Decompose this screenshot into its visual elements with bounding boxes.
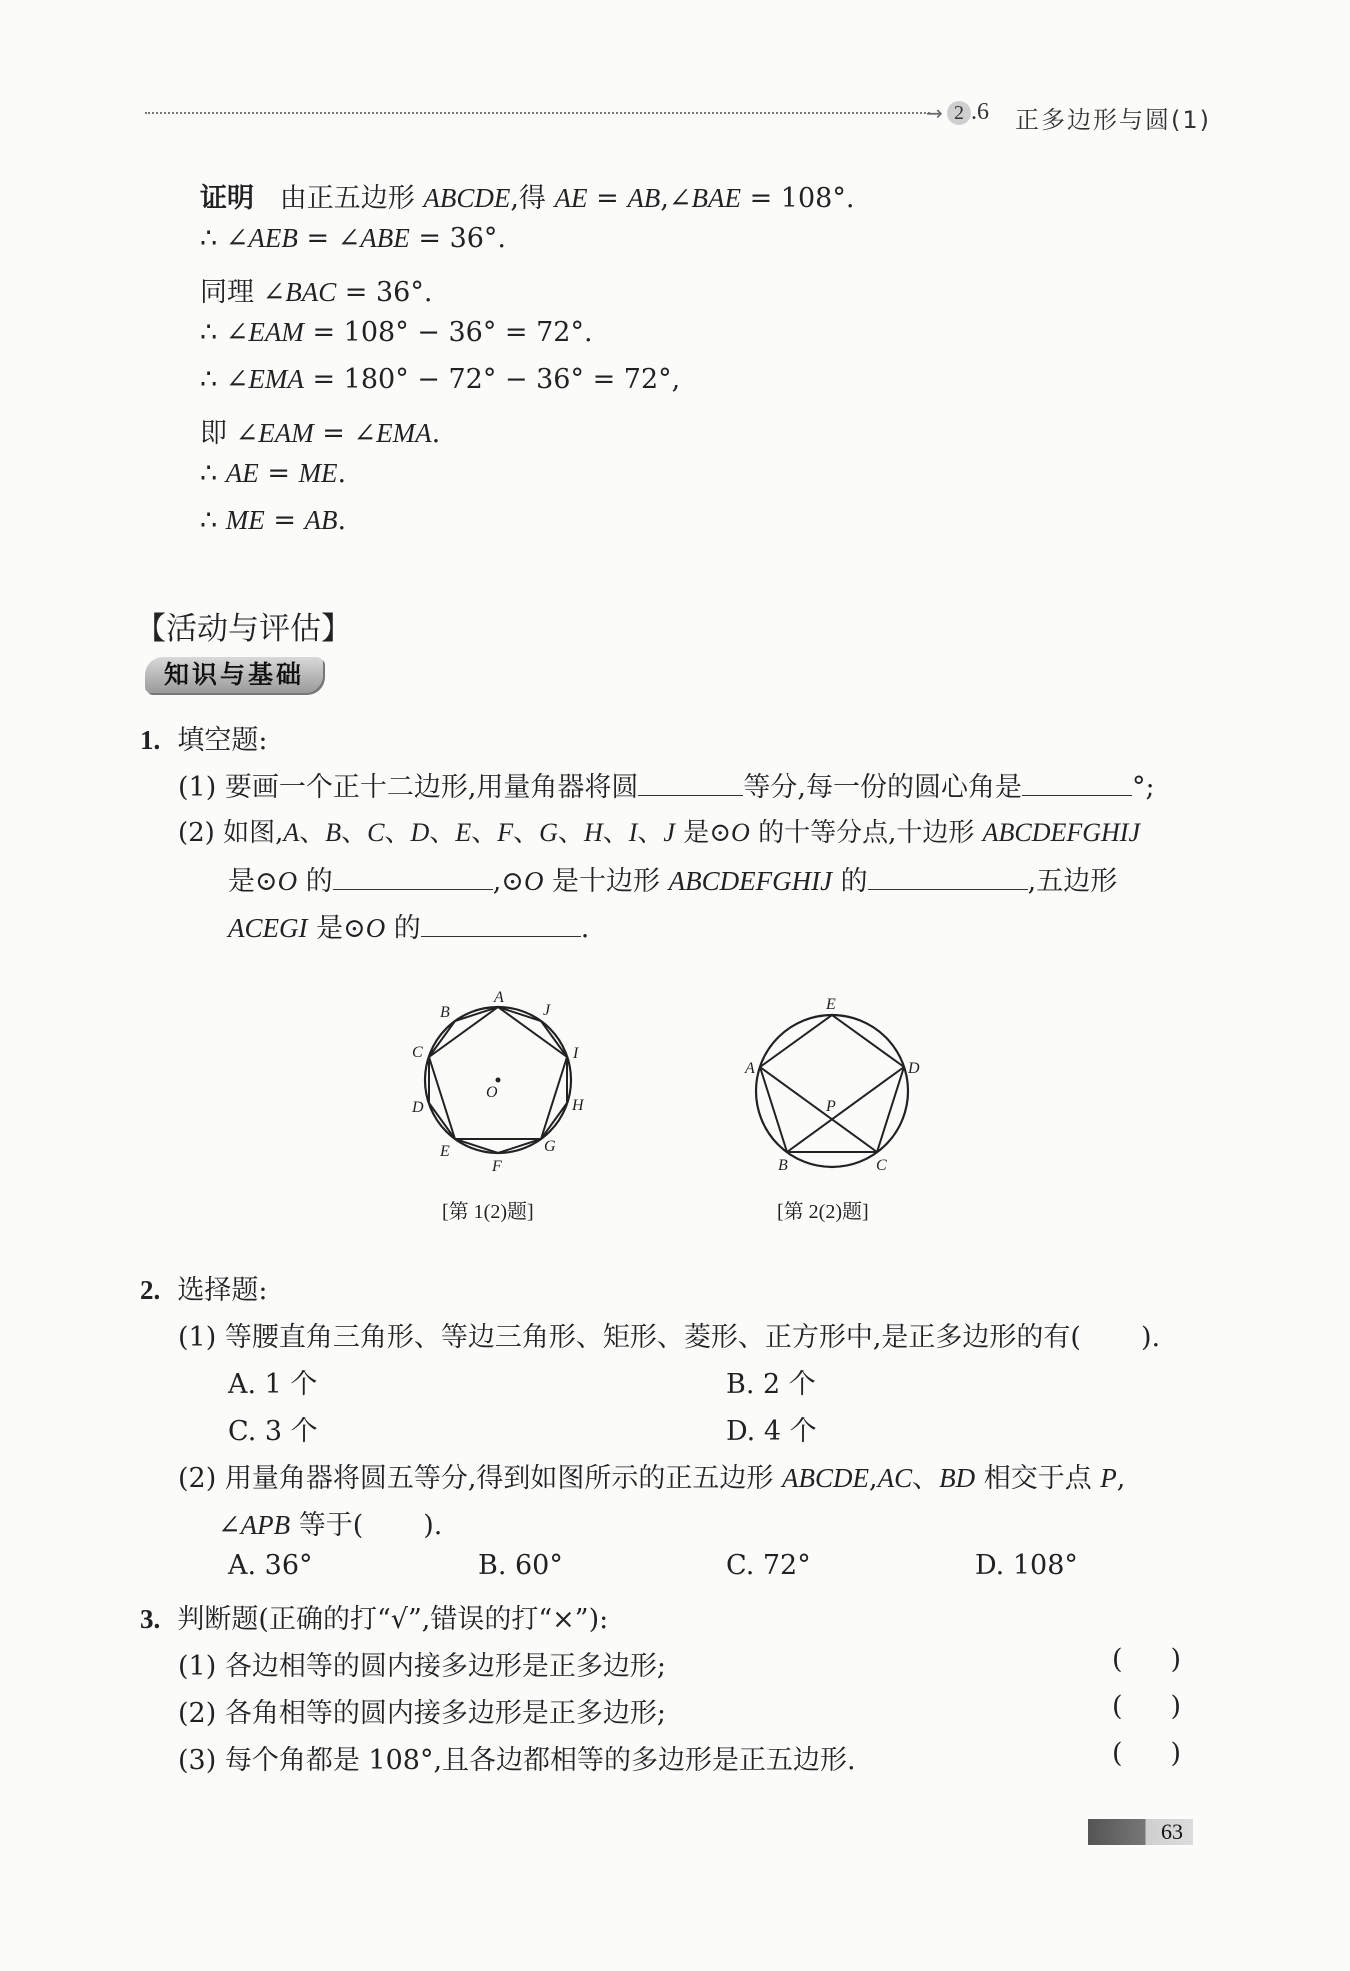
math: AE — [225, 458, 259, 488]
q2-part2-line2 — [218, 1503, 442, 1542]
text: °; — [1132, 772, 1155, 803]
q3-answer-paren-3[interactable] — [1112, 1738, 1181, 1769]
q2-part1 — [178, 1315, 1160, 1354]
label-e: E — [826, 996, 836, 1013]
text: 的十等分点,十边形 — [749, 818, 983, 848]
text: 的 — [832, 866, 868, 897]
math: ABE — [360, 223, 410, 253]
q1-number: 1. — [140, 725, 161, 755]
math: ABCDE — [423, 183, 511, 213]
page-number-tab — [1088, 1819, 1193, 1845]
math: EMA — [376, 418, 432, 448]
q3-item-1: (1) 各边相等的圆内接多边形是正多边形; — [178, 1651, 666, 1682]
center-dot — [496, 1078, 501, 1083]
q2-part2-line1 — [178, 1456, 1125, 1495]
section-title: 【活动与评估】 — [135, 611, 352, 647]
text: . — [337, 458, 347, 489]
q2-p2-option-c: C. 72° — [726, 1550, 811, 1581]
label-c: C — [876, 1157, 887, 1174]
header-dotted-line — [145, 112, 930, 114]
q3-answer-paren-2[interactable] — [1112, 1691, 1181, 1722]
math: ACEGI — [228, 913, 308, 943]
math: E — [455, 818, 472, 847]
text: ,⊙ — [492, 866, 524, 897]
math: P — [1100, 1463, 1117, 1493]
math: O — [277, 866, 298, 896]
knowledge-badge: 知识与基础 — [145, 657, 323, 693]
paren-open: ( — [1112, 1691, 1123, 1722]
text: 是十边形 — [543, 866, 669, 897]
q3-number: 3. — [140, 1604, 161, 1634]
math: H — [583, 818, 603, 847]
proof-line-3 — [200, 270, 432, 309]
label-h: H — [572, 1097, 584, 1114]
paren-close: ) — [1170, 1738, 1182, 1769]
label-c: C — [412, 1044, 423, 1061]
proof-line-8 — [200, 505, 346, 536]
text: 即 ∠ — [200, 418, 259, 449]
proof-line-6 — [200, 411, 440, 450]
q2-p1-option-b: B. 2 个 — [726, 1369, 816, 1400]
text: 、 — [341, 818, 368, 848]
text: 、 — [471, 818, 498, 848]
text: 的 — [297, 866, 333, 897]
text: 、 — [602, 818, 629, 848]
chapter-suffix: .6 — [971, 99, 989, 125]
diagonal-ac — [760, 1067, 877, 1152]
text: , — [1116, 1463, 1126, 1494]
text: ). — [1140, 1322, 1161, 1353]
label-b: B — [440, 1004, 450, 1021]
paren-open: ( — [1112, 1738, 1123, 1769]
text: 、 — [637, 818, 664, 848]
proof-line-5 — [200, 364, 680, 395]
math: B — [325, 818, 342, 847]
text: 、 — [299, 818, 326, 848]
answer-blank[interactable] — [1022, 769, 1132, 796]
text: ∴ — [200, 458, 226, 489]
q2-p1-option-c: C. 3 个 — [228, 1416, 318, 1447]
math: ABCDEFGHIJ — [982, 818, 1141, 847]
math: G — [539, 818, 558, 847]
text: 是⊙ — [307, 913, 366, 944]
paren-open: ( — [1112, 1644, 1123, 1675]
math: O — [365, 913, 386, 943]
text: , — [869, 1463, 878, 1494]
q1-title: 填空题: — [177, 725, 268, 756]
q1-heading — [140, 718, 268, 757]
math: EAM — [248, 317, 304, 347]
figure2-caption: [第 2(2)题] — [777, 1201, 869, 1223]
q2-title: 选择题: — [177, 1275, 268, 1306]
text: ∠ — [218, 1510, 241, 1541]
text: 相交于点 — [975, 1463, 1101, 1494]
text: (2) 如图, — [178, 818, 284, 848]
text: = — [258, 458, 299, 489]
math: F — [497, 818, 514, 847]
diagonal-bd — [787, 1067, 904, 1152]
text: ∴ ∠ — [200, 223, 249, 254]
q2-p1-option-d: D. 4 个 — [726, 1416, 817, 1447]
text: 、 — [912, 1463, 940, 1494]
text: (1) 要画一个正十二边形,用量角器将圆 — [178, 772, 639, 803]
math: EAM — [258, 418, 314, 448]
label-b: B — [778, 1157, 788, 1174]
proof-line-7 — [200, 458, 346, 489]
page-number: 63 — [1161, 1819, 1183, 1844]
text: 是⊙ — [228, 866, 278, 897]
proof-label: 证明 — [200, 183, 254, 214]
text: = 36°. — [409, 223, 507, 254]
math: I — [628, 818, 638, 847]
math: EMA — [248, 364, 304, 394]
label-j: J — [543, 1002, 551, 1019]
q1-part2-line1 — [178, 812, 1140, 849]
math: J — [663, 818, 675, 847]
text: = 36°. — [336, 277, 433, 308]
q3-heading — [140, 1597, 608, 1636]
q2-p2-option-d: D. 108° — [975, 1550, 1078, 1581]
header-arrow-icon: → — [926, 101, 943, 125]
text: 、 — [557, 818, 584, 848]
label-f: F — [492, 1158, 502, 1175]
text: = — [587, 183, 628, 214]
answer-blank[interactable] — [638, 769, 743, 796]
label-g: G — [544, 1138, 556, 1155]
text: = 108°. — [741, 183, 855, 214]
label-p: P — [826, 1098, 836, 1115]
proof-line-1 — [200, 176, 854, 215]
math: AE — [554, 183, 588, 213]
paren-close: ) — [1170, 1691, 1182, 1722]
label-d: D — [908, 1060, 920, 1077]
label-a: A — [494, 989, 504, 1006]
text: ,∠ — [660, 183, 692, 214]
text: 的 — [385, 913, 421, 944]
chapter-number: 2 — [947, 101, 971, 125]
math: ME — [225, 505, 265, 535]
text: . — [580, 913, 590, 944]
text: 、 — [384, 818, 411, 848]
label-e: E — [440, 1143, 450, 1160]
header-title: 正多边形与圆(1) — [1015, 106, 1211, 134]
math: AEB — [248, 223, 298, 253]
label-a: A — [745, 1060, 755, 1077]
math: ABCDE — [782, 1463, 869, 1493]
figure1-caption: [第 1(2)题] — [442, 1201, 534, 1223]
q3-item-2: (2) 各角相等的圆内接多边形是正多边形; — [178, 1698, 666, 1729]
text: ∴ ∠ — [200, 364, 249, 395]
math: ABCDEFGHIJ — [668, 866, 833, 896]
q1-part2-line2 — [228, 859, 1117, 898]
label-d: D — [412, 1099, 424, 1116]
math: AB — [627, 183, 661, 213]
text: . — [337, 505, 347, 536]
text: 是⊙ — [674, 818, 732, 848]
text: = 180° − 72° − 36° = 72°, — [303, 364, 681, 395]
q2-p2-option-b: B. 60° — [478, 1550, 563, 1581]
answer-blank[interactable] — [421, 910, 581, 937]
q1-part2-line3 — [228, 906, 589, 945]
text: ∴ ∠ — [200, 317, 249, 348]
math: BAC — [285, 277, 337, 307]
proof-line-2 — [200, 223, 506, 254]
paren-close: ) — [1170, 1644, 1182, 1675]
text: = 108° − 36° = 72°. — [303, 317, 593, 348]
math: AB — [304, 505, 338, 535]
text: = ∠ — [297, 223, 361, 254]
text: 由正五边形 — [279, 183, 424, 214]
math: O — [523, 866, 544, 896]
math: C — [367, 818, 385, 847]
q2-p1-option-a: A. 1 个 — [228, 1369, 318, 1400]
q2-heading — [140, 1268, 268, 1307]
text: 等于( — [290, 1510, 364, 1541]
q3-title: 判断题(正确的打“√”,错误的打“×”): — [177, 1604, 609, 1635]
q2-p2-option-a: A. 36° — [228, 1550, 313, 1581]
proof-line-4 — [200, 317, 593, 348]
math: AC — [877, 1463, 913, 1493]
text: . — [431, 418, 441, 449]
text: 、 — [513, 818, 540, 848]
math: BAE — [691, 183, 742, 213]
math: BD — [939, 1463, 976, 1493]
text: = ∠ — [313, 418, 377, 449]
text: 等分,每一份的圆心角是 — [743, 772, 1023, 803]
q3-answer-paren-1[interactable] — [1112, 1644, 1181, 1675]
text: ∴ — [200, 505, 226, 536]
text: 同理 ∠ — [200, 277, 286, 308]
math: O — [731, 818, 750, 847]
text: ). — [423, 1510, 443, 1541]
q2-number: 2. — [140, 1275, 161, 1305]
math: APB — [240, 1510, 291, 1540]
text: = — [264, 505, 305, 536]
figure-decagon — [400, 985, 600, 1180]
text: 、 — [429, 818, 456, 848]
math: ME — [298, 458, 338, 488]
answer-blank[interactable] — [333, 863, 493, 890]
text: (2) 用量角器将圆五等分,得到如图所示的正五边形 — [178, 1463, 782, 1494]
text: ,得 — [510, 183, 555, 214]
text: ,五边形 — [1027, 866, 1118, 897]
figure-pentagon — [740, 995, 930, 1175]
answer-blank[interactable] — [868, 863, 1028, 890]
text: (1) 等腰直角三角形、等边三角形、矩形、菱形、正方形中,是正多边形的有( — [178, 1322, 1081, 1353]
circle — [756, 1015, 908, 1167]
header-chapter — [947, 99, 989, 126]
math: A — [283, 818, 300, 847]
math: D — [410, 818, 430, 847]
label-o: O — [486, 1084, 498, 1101]
q1-part1 — [178, 765, 1155, 804]
q3-item-3: (3) 每个角都是 108°,且各边都相等的多边形是正五边形. — [178, 1745, 856, 1776]
label-i: I — [573, 1045, 579, 1062]
